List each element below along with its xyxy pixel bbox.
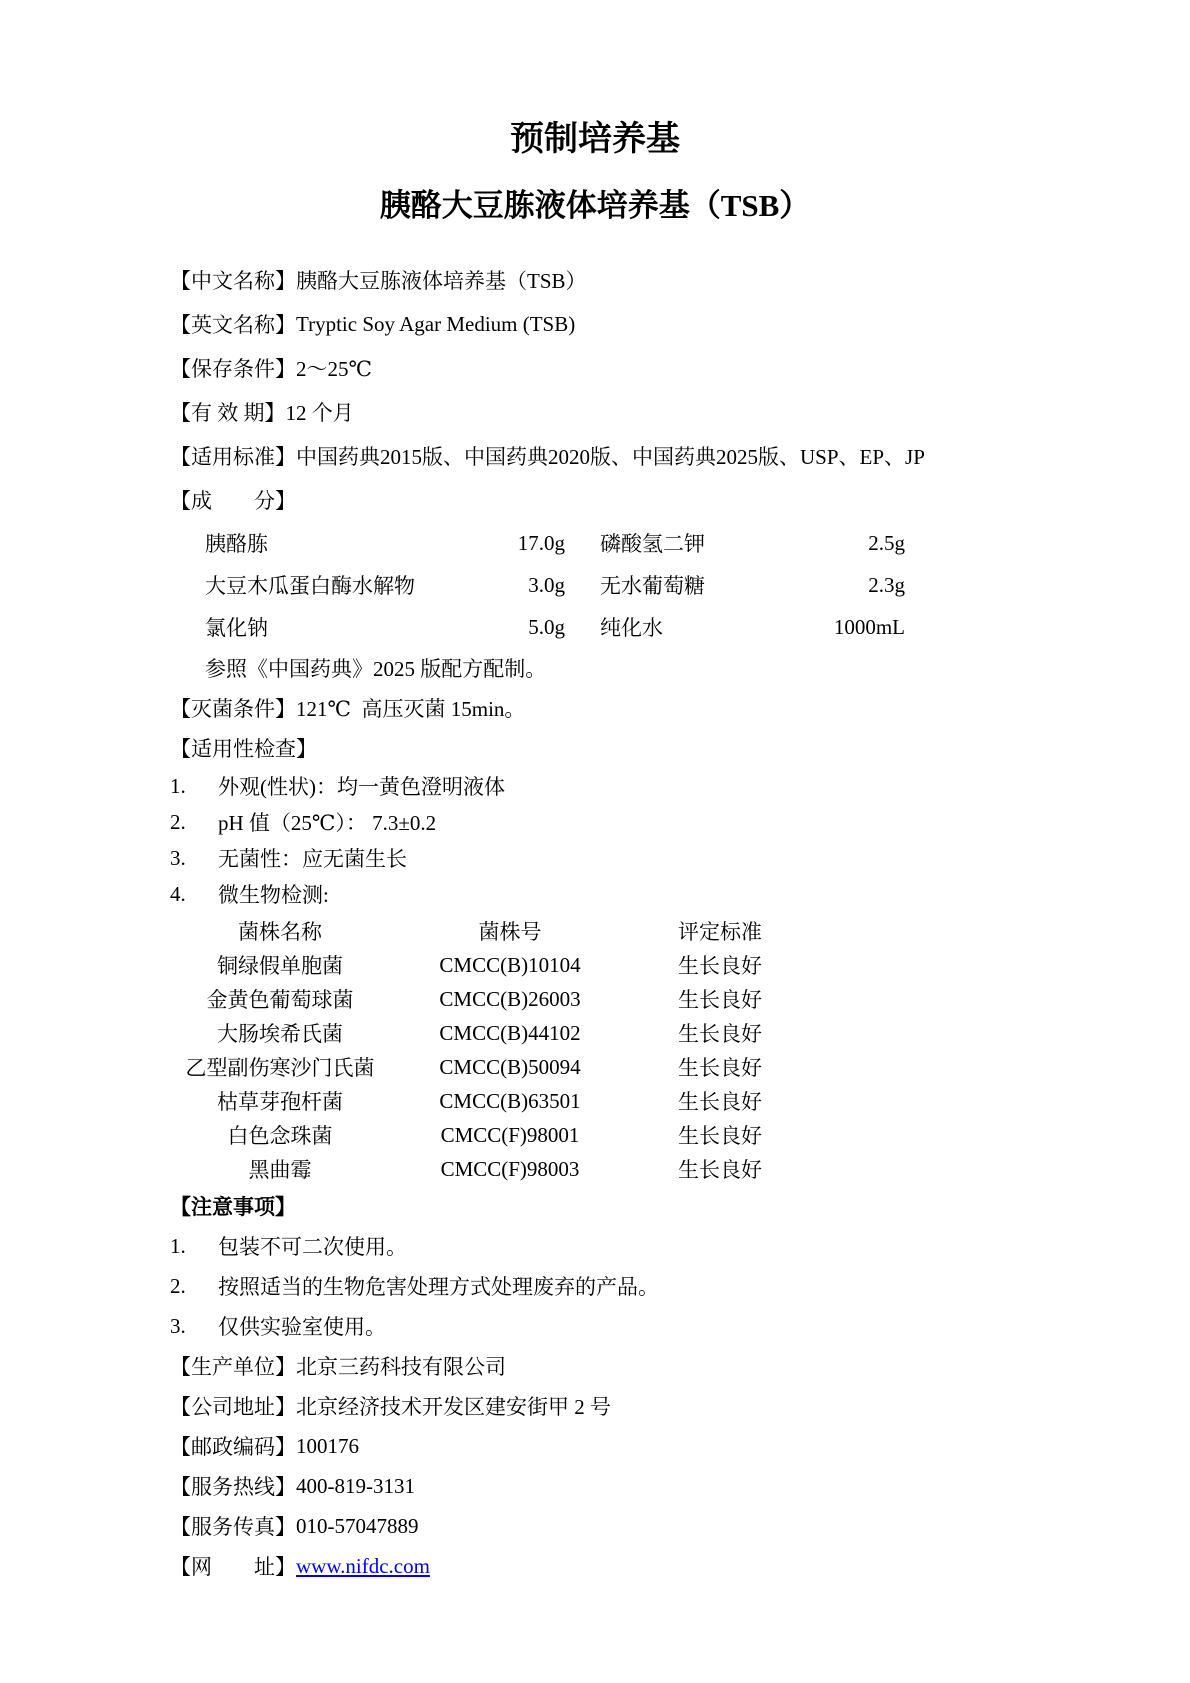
item-text: 按照适当的生物危害处理方式处理废弃的产品。 xyxy=(218,1275,659,1299)
strain-number: CMCC(B)63501 xyxy=(439,1088,581,1113)
notes-section-label xyxy=(170,1186,1040,1226)
field-value: 北京三药科技有限公司 xyxy=(296,1355,506,1379)
microbe-table-header xyxy=(170,914,1040,948)
field-label: 【有 效 期】 xyxy=(170,401,286,425)
item-number: 4. xyxy=(170,881,186,906)
ingredient-amount: 3.0g xyxy=(528,572,565,597)
suitability-item xyxy=(170,840,1040,876)
field-label: 【网 址】 xyxy=(170,1555,296,1579)
field-applicable-standards xyxy=(170,434,1040,478)
strain-number: CMCC(F)98003 xyxy=(440,1156,580,1181)
field-label: 【服务热线】 xyxy=(170,1475,296,1499)
field-service-fax xyxy=(170,1506,1040,1546)
note-item xyxy=(170,1226,1040,1266)
ingredient-name: 无水葡萄糖 xyxy=(600,574,705,598)
document-body xyxy=(170,258,1040,1586)
item-text: pH 值（25℃）： 7.3±0.2 xyxy=(218,811,437,835)
strain-name: 枯草芽孢杆菌 xyxy=(217,1090,343,1114)
field-value: Tryptic Soy Agar Medium (TSB) xyxy=(296,311,576,336)
strain-number: CMCC(B)10104 xyxy=(439,952,581,977)
ingredient-row xyxy=(170,606,1040,648)
field-label: 【灭菌条件】 xyxy=(170,697,296,721)
field-value: 12 个月 xyxy=(285,401,354,425)
microbe-table xyxy=(170,914,1040,1186)
page-subtitle: 胰酪大豆胨液体培养基（TSB） xyxy=(379,188,811,223)
strain-number: CMCC(B)44102 xyxy=(439,1020,581,1045)
ingredient-row xyxy=(170,522,1040,564)
field-value: 北京经济技术开发区建安街甲 2 号 xyxy=(296,1395,611,1419)
table-row xyxy=(170,1118,1040,1152)
strain-criteria: 生长良好 xyxy=(678,1022,762,1046)
field-label: 【保存条件】 xyxy=(170,357,296,381)
field-company-address xyxy=(170,1386,1040,1426)
suitability-section-label xyxy=(170,728,1040,768)
strain-criteria: 生长良好 xyxy=(678,1124,762,1148)
strain-name: 大肠埃希氏菌 xyxy=(217,1022,343,1046)
suitability-item xyxy=(170,876,1040,912)
note-item xyxy=(170,1306,1040,1346)
ingredient-name: 氯化钠 xyxy=(205,616,268,640)
header-strain-number: 菌株号 xyxy=(478,920,542,944)
field-label: 【成 分】 xyxy=(170,489,296,513)
field-value: 010-57047889 xyxy=(296,1513,419,1538)
strain-criteria: 生长良好 xyxy=(678,1158,762,1182)
field-manufacturer xyxy=(170,1346,1040,1386)
strain-name: 金黄色葡萄球菌 xyxy=(206,988,354,1012)
field-label: 【中文名称】 xyxy=(170,269,296,293)
table-row xyxy=(170,982,1040,1016)
ingredient-amount: 1000mL xyxy=(833,614,905,639)
table-row xyxy=(170,1152,1040,1186)
item-number: 2. xyxy=(170,1273,186,1298)
item-text: 微生物检测: xyxy=(218,883,329,907)
formula-note: 参照《中国药典》2025 版配方配制。 xyxy=(205,657,547,681)
field-value: 中国药典2015版、中国药典2020版、中国药典2025版、USP、EP、JP xyxy=(296,445,925,469)
item-text: 无菌性：应无菌生长 xyxy=(218,847,407,871)
field-postal-code xyxy=(170,1426,1040,1466)
item-text: 外观(性状)：均一黄色澄明液体 xyxy=(218,775,505,799)
field-label: 【英文名称】 xyxy=(170,313,296,337)
field-storage-condition xyxy=(170,346,1040,390)
ingredient-name: 纯化水 xyxy=(600,616,663,640)
item-number: 3. xyxy=(170,1313,186,1338)
field-value: 121℃ 高压灭菌 15min。 xyxy=(296,697,526,721)
page-title: 预制培养基 xyxy=(510,121,680,158)
ingredients-table xyxy=(170,522,1040,688)
field-label: 【生产单位】 xyxy=(170,1355,296,1379)
strain-criteria: 生长良好 xyxy=(678,954,762,978)
strain-name: 黑曲霉 xyxy=(248,1158,312,1182)
field-sterilization xyxy=(170,688,1040,728)
item-number: 1. xyxy=(170,1233,186,1258)
strain-number: CMCC(F)98001 xyxy=(440,1122,580,1147)
field-value: 400-819-3131 xyxy=(296,1473,415,1498)
strain-name: 白色念珠菌 xyxy=(227,1124,333,1148)
field-label: 【邮政编码】 xyxy=(170,1435,296,1459)
field-website xyxy=(170,1546,1040,1586)
item-text: 包装不可二次使用。 xyxy=(218,1235,407,1259)
ingredient-name: 磷酸氢二钾 xyxy=(600,532,705,556)
strain-number: CMCC(B)50094 xyxy=(439,1054,581,1079)
field-label: 【服务传真】 xyxy=(170,1515,296,1539)
ingredient-row xyxy=(170,564,1040,606)
strain-criteria: 生长良好 xyxy=(678,1090,762,1114)
suitability-item xyxy=(170,804,1040,840)
strain-name: 乙型副伤寒沙门氏菌 xyxy=(185,1056,375,1080)
item-number: 2. xyxy=(170,809,186,834)
table-row xyxy=(170,1084,1040,1118)
ingredient-amount: 2.5g xyxy=(868,530,905,555)
item-number: 3. xyxy=(170,845,186,870)
table-row xyxy=(170,1016,1040,1050)
field-shelf-life xyxy=(170,390,1040,434)
strain-criteria: 生长良好 xyxy=(678,1056,762,1080)
header-criteria: 评定标准 xyxy=(678,920,762,944)
field-label: 【公司地址】 xyxy=(170,1395,296,1419)
note-item xyxy=(170,1266,1040,1306)
table-row xyxy=(170,948,1040,982)
field-composition xyxy=(170,478,1040,522)
field-value: 2～25℃ xyxy=(296,357,372,381)
field-label: 【适用标准】 xyxy=(170,445,296,469)
table-row xyxy=(170,1050,1040,1084)
strain-name: 铜绿假单胞菌 xyxy=(217,954,343,978)
item-text: 仅供实验室使用。 xyxy=(218,1315,386,1339)
header-strain-name: 菌株名称 xyxy=(238,920,322,944)
ingredient-name: 大豆木瓜蛋白酶水解物 xyxy=(205,574,415,598)
field-value: 100176 xyxy=(296,1433,359,1458)
ingredient-amount: 2.3g xyxy=(868,572,905,597)
strain-criteria: 生长良好 xyxy=(678,988,762,1012)
ingredient-amount: 5.0g xyxy=(528,614,565,639)
strain-number: CMCC(B)26003 xyxy=(439,986,581,1011)
item-number: 1. xyxy=(170,773,186,798)
field-value: 胰酪大豆胨液体培养基（TSB） xyxy=(296,269,587,293)
website-link[interactable]: www.nifdc.com xyxy=(296,1553,430,1578)
ingredient-name: 胰酪胨 xyxy=(205,532,268,556)
field-chinese-name xyxy=(170,258,1040,302)
suitability-item xyxy=(170,768,1040,804)
field-english-name xyxy=(170,302,1040,346)
field-label: 【注意事项】 xyxy=(170,1195,296,1219)
field-service-hotline xyxy=(170,1466,1040,1506)
ingredient-amount: 17.0g xyxy=(517,530,565,555)
field-label: 【适用性检查】 xyxy=(170,737,317,761)
